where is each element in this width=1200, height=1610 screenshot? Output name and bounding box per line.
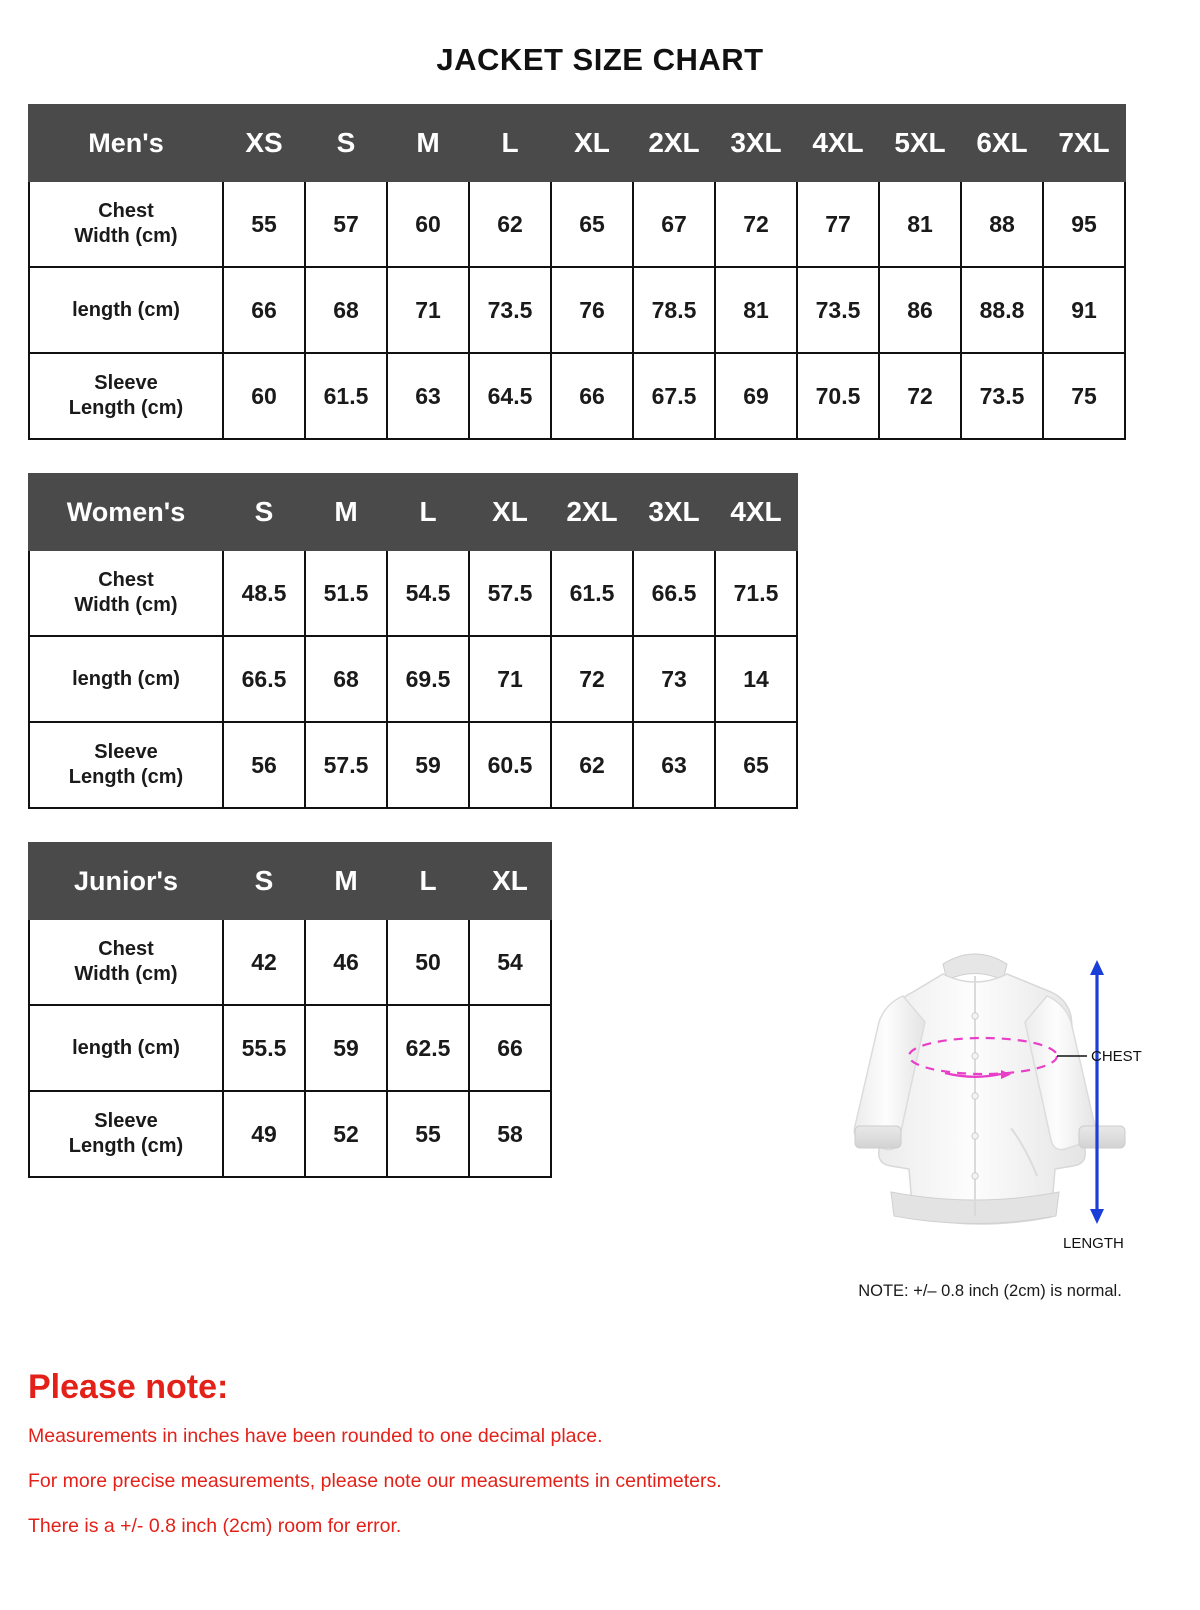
table-row [29,181,1125,267]
cell: 72 [551,636,633,722]
size-header-4xl: 4XL [715,474,797,550]
mens-size-table [28,104,1126,440]
cell: 60 [387,181,469,267]
row-label-line2: Width (cm) [74,594,178,616]
cell: 72 [715,181,797,267]
cell: 59 [305,1005,387,1091]
cell: 65 [551,181,633,267]
cell: 63 [633,722,715,808]
row-label-line1: Sleeve [94,741,158,763]
cell: 61.5 [305,353,387,439]
cell: 67 [633,181,715,267]
cell: 64.5 [469,353,551,439]
cell: 73.5 [469,267,551,353]
cell: 86 [879,267,961,353]
cell: 66.5 [223,636,305,722]
jacket-measurement-figure [820,930,1160,1301]
cell: 77 [797,181,879,267]
row-label-line1: Sleeve [94,372,158,394]
cell: 51.5 [305,550,387,636]
cell: 58 [469,1091,551,1177]
table-row [29,353,1125,439]
size-header-7xl: 7XL [1043,105,1125,181]
cell: 46 [305,919,387,1005]
cell: 60 [223,353,305,439]
table-header-row [29,843,551,919]
womens-header-label: Women's [29,474,223,550]
size-header-s: S [223,474,305,550]
please-note-line-2: For more precise measurements, please note our measurements in centimeters. [28,1470,722,1492]
jacket-illustration [825,930,1155,1270]
size-header-5xl: 5XL [879,105,961,181]
size-header-m: M [305,474,387,550]
cell: 54.5 [387,550,469,636]
row-label-length [29,267,223,353]
size-header-l: L [469,105,551,181]
size-header-6xl: 6XL [961,105,1043,181]
row-label-chest-width [29,181,223,267]
cell: 14 [715,636,797,722]
cell: 50 [387,919,469,1005]
cell: 95 [1043,181,1125,267]
table-header-row [29,474,797,550]
cell: 72 [879,353,961,439]
table-row [29,636,797,722]
cell: 55 [387,1091,469,1177]
cell: 91 [1043,267,1125,353]
size-header-4xl: 4XL [797,105,879,181]
table-row [29,722,797,808]
please-note-line-3: There is a +/- 0.8 inch (2cm) room for error. [28,1515,402,1537]
row-label-line1: Chest [98,200,154,222]
row-label-line1: length (cm) [72,667,180,690]
row-label-sleeve-length [29,353,223,439]
size-header-xl: XL [469,474,551,550]
cell: 54 [469,919,551,1005]
row-label-line1: length (cm) [72,1036,180,1059]
size-header-m: M [387,105,469,181]
page-title: JACKET SIZE CHART [436,42,764,77]
cell: 66 [469,1005,551,1091]
please-note-section [28,1368,1028,1560]
cell: 68 [305,267,387,353]
cell: 71.5 [715,550,797,636]
cell: 55 [223,181,305,267]
cell: 71 [469,636,551,722]
cell: 65 [715,722,797,808]
juniors-size-table [28,842,552,1178]
cell: 69.5 [387,636,469,722]
cell: 55.5 [223,1005,305,1091]
cell: 56 [223,722,305,808]
cell: 63 [387,353,469,439]
row-label-line1: Sleeve [94,1110,158,1132]
size-header-l: L [387,474,469,550]
cell: 57.5 [469,550,551,636]
cell: 62.5 [387,1005,469,1091]
cell: 57 [305,181,387,267]
row-label-length [29,1005,223,1091]
size-header-s: S [305,105,387,181]
cell: 88 [961,181,1043,267]
womens-size-table [28,473,798,809]
size-header-xl: XL [551,105,633,181]
cell: 60.5 [469,722,551,808]
cell: 67.5 [633,353,715,439]
cell: 81 [879,181,961,267]
tolerance-note: NOTE: +/– 0.8 inch (2cm) is normal. [858,1282,1122,1300]
cell: 70.5 [797,353,879,439]
cell: 69 [715,353,797,439]
row-label-chest-width [29,550,223,636]
cell: 66.5 [633,550,715,636]
cell: 59 [387,722,469,808]
table-row [29,919,551,1005]
cell: 61.5 [551,550,633,636]
row-label-line2: Length (cm) [68,1135,184,1157]
row-label-sleeve-length [29,1091,223,1177]
size-header-xl: XL [469,843,551,919]
size-header-3xl: 3XL [715,105,797,181]
row-label-chest-width [29,919,223,1005]
size-header-xs: XS [223,105,305,181]
juniors-header-label: Junior's [29,843,223,919]
length-label: LENGTH [1063,1235,1124,1252]
table-row [29,267,1125,353]
size-header-2xl: 2XL [633,105,715,181]
cell: 42 [223,919,305,1005]
row-label-line1: length (cm) [72,298,180,321]
table-row [29,1005,551,1091]
size-header-3xl: 3XL [633,474,715,550]
table-row [29,550,797,636]
chest-label: CHEST [1091,1048,1142,1065]
cell: 71 [387,267,469,353]
cell: 62 [551,722,633,808]
table-header-row [29,105,1125,181]
row-label-line2: Width (cm) [74,963,178,985]
cell: 81 [715,267,797,353]
cell: 88.8 [961,267,1043,353]
please-note-line-1: Measurements in inches have been rounded to one decimal place. [28,1425,603,1447]
cell: 52 [305,1091,387,1177]
cell: 73.5 [961,353,1043,439]
cell: 49 [223,1091,305,1177]
cell: 73.5 [797,267,879,353]
row-label-length [29,636,223,722]
mens-header-label: Men's [29,105,223,181]
size-header-2xl: 2XL [551,474,633,550]
jacket-icon [825,930,1155,1270]
cell: 62 [469,181,551,267]
size-header-s: S [223,843,305,919]
cell: 75 [1043,353,1125,439]
cell: 78.5 [633,267,715,353]
size-header-m: M [305,843,387,919]
row-label-sleeve-length [29,722,223,808]
cell: 66 [551,353,633,439]
table-row [29,1091,551,1177]
please-note-heading: Please note: [28,1368,229,1406]
row-label-line2: Width (cm) [74,225,178,247]
row-label-line1: Chest [98,938,154,960]
cell: 76 [551,267,633,353]
cell: 68 [305,636,387,722]
cell: 48.5 [223,550,305,636]
row-label-line2: Length (cm) [68,397,184,419]
row-label-line2: Length (cm) [68,766,184,788]
size-header-l: L [387,843,469,919]
cell: 66 [223,267,305,353]
row-label-line1: Chest [98,569,154,591]
cell: 57.5 [305,722,387,808]
cell: 73 [633,636,715,722]
